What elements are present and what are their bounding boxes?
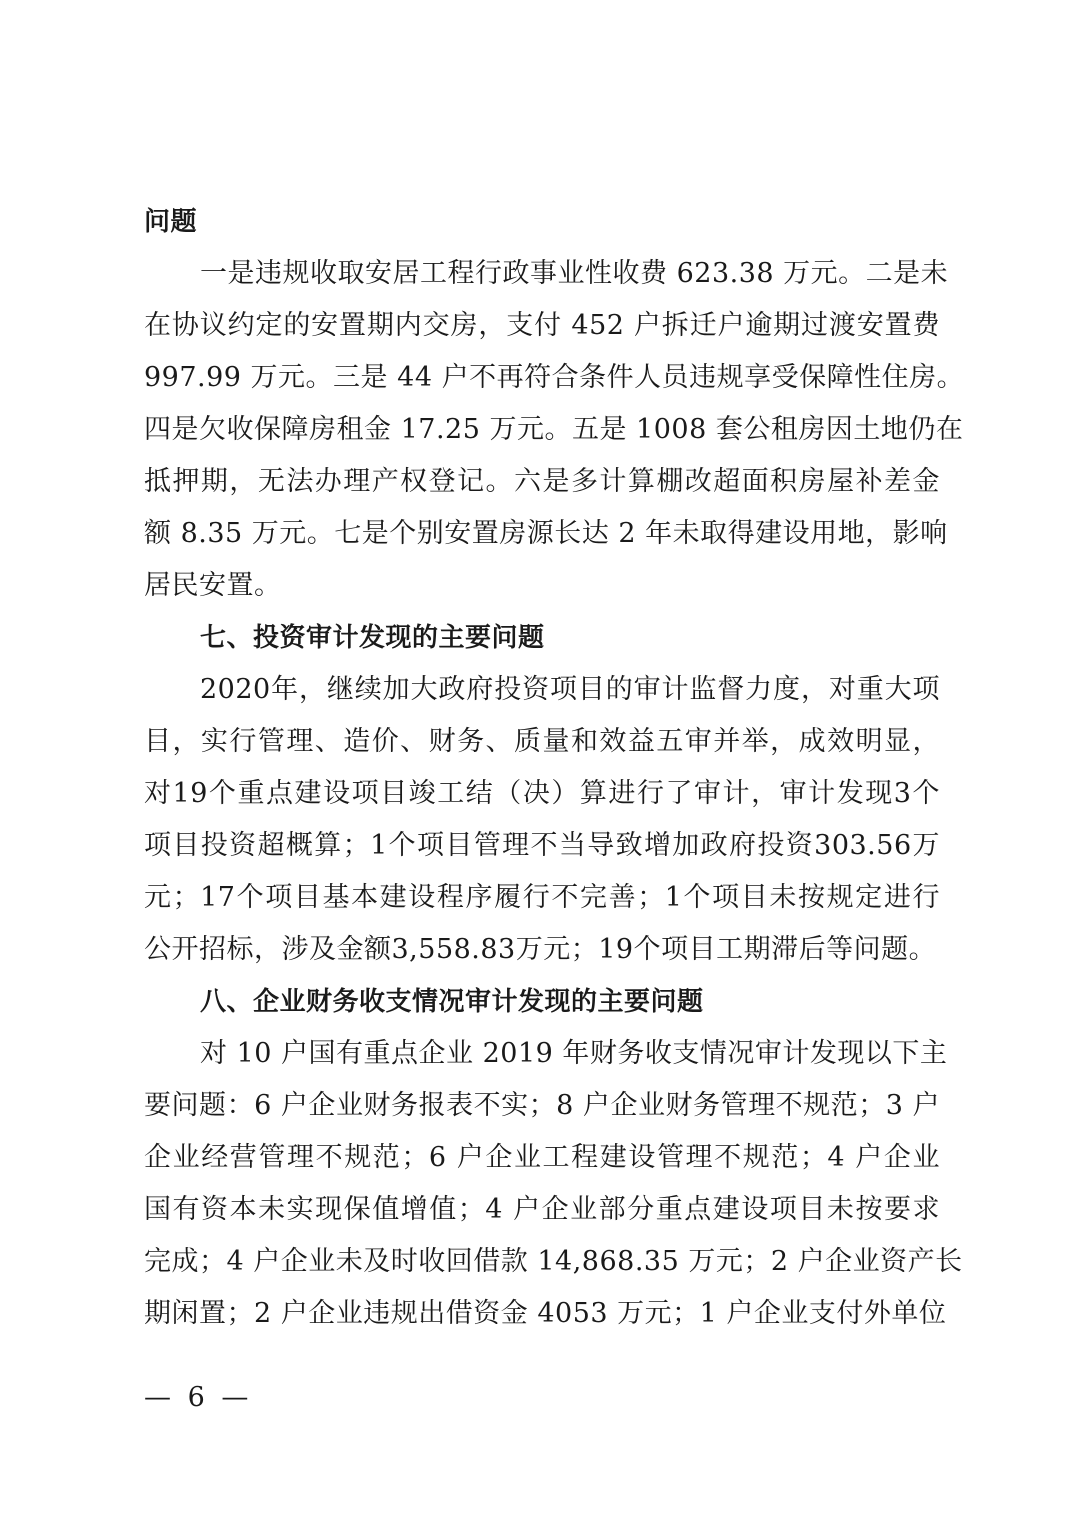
paragraph-investment-audit <box>144 664 940 976</box>
section-heading-investment-audit: 七、投资审计发现的主要问题 <box>200 623 545 653</box>
paragraph-line: 公开招标，涉及金额3,558.83万元；19个项目工期滞后等问题。 <box>144 934 937 965</box>
paragraph-line: 项目投资超概算；1个项目管理不当导致增加政府投资303.56万 <box>144 830 940 861</box>
section-heading-enterprise-audit: 八、企业财务收支情况审计发现的主要问题 <box>200 987 704 1017</box>
paragraph-housing-issues <box>144 248 965 612</box>
paragraph-enterprise-audit <box>144 1028 963 1340</box>
paragraph-line: 抵押期，无法办理产权登记。六是多计算棚改超面积房屋补差金 <box>144 466 940 497</box>
paragraph-line: 2020年，继续加大政府投资项目的审计监督力度，对重大项 <box>200 674 940 705</box>
paragraph-line: 完成；4 户企业未及时收回借款 14,868.35 万元；2 户企业资产长 <box>144 1246 963 1277</box>
paragraph-line: 国有资本未实现保值增值；4 户企业部分重点建设项目未按要求 <box>144 1194 940 1225</box>
section-heading-continued: 问题 <box>144 207 198 237</box>
paragraph-line: 居民安置。 <box>144 570 282 601</box>
paragraph-line: 对 10 户国有重点企业 2019 年财务收支情况审计发现以下主 <box>200 1038 948 1069</box>
document-page <box>144 196 965 1340</box>
paragraph-line: 目，实行管理、造价、财务、质量和效益五审并举，成效明显， <box>144 726 940 757</box>
paragraph-line: 期闲置；2 户企业违规出借资金 4053 万元；1 户企业支付外单位 <box>144 1298 947 1329</box>
paragraph-line: 要问题：6 户企业财务报表不实；8 户企业财务管理不规范；3 户 <box>144 1090 940 1121</box>
paragraph-line: 对19个重点建设项目竣工结（决）算进行了审计，审计发现3个 <box>144 778 940 809</box>
paragraph-line: 在协议约定的安置期内交房，支付 452 户拆迁户逾期过渡安置费 <box>144 310 940 341</box>
page-number: — 6 — <box>144 1382 253 1413</box>
paragraph-line: 额 8.35 万元。七是个别安置房源长达 2 年未取得建设用地，影响 <box>144 518 948 549</box>
paragraph-line: 一是违规收取安居工程行政事业性收费 623.38 万元。二是未 <box>200 258 949 289</box>
paragraph-line: 997.99 万元。三是 44 户不再符合条件人员违规享受保障性住房。 <box>144 362 965 393</box>
paragraph-line: 企业经营管理不规范；6 户企业工程建设管理不规范；4 户企业 <box>144 1142 940 1173</box>
paragraph-line: 元；17个项目基本建设程序履行不完善；1个项目未按规定进行 <box>144 882 940 913</box>
paragraph-line: 四是欠收保障房租金 17.25 万元。五是 1008 套公租房因土地仍在 <box>144 414 964 445</box>
